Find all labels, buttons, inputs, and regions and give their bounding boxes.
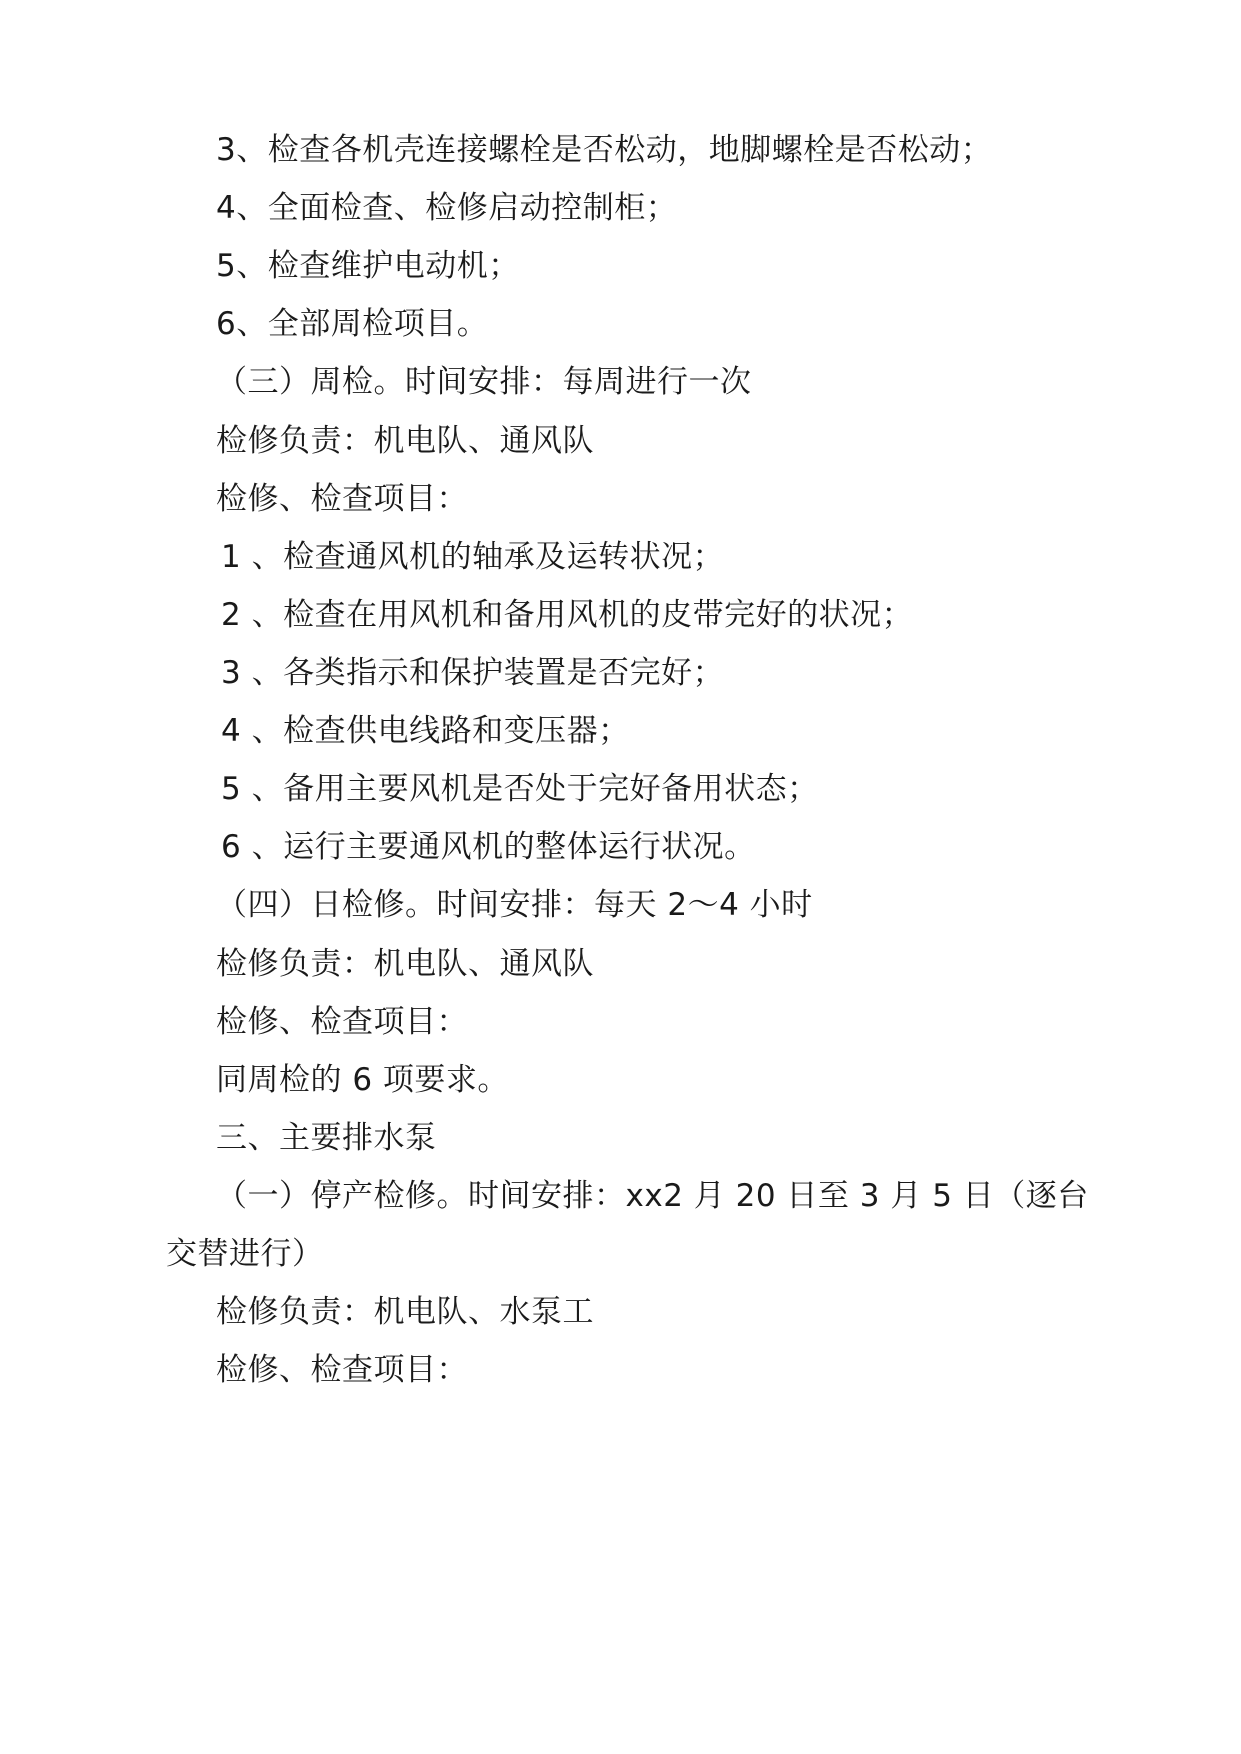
section-heading: 三、主要排水泵 [216,1120,437,1156]
text-line: 同周检的 6 项要求。 [216,1062,509,1098]
text-line: 3、检查各机壳连接螺栓是否松动，地脚螺栓是否松动； [216,132,993,168]
text-line: 5、检查维护电动机； [216,248,520,284]
section-heading: （一）停产检修。时间安排：xx2 月 20 日至 3 月 5 日（逐台 [216,1178,1089,1214]
text-line: 4、全面检查、检修启动控制柜； [216,190,678,226]
text-line: 检修、检查项目： [216,481,468,517]
text-line-continuation: 交替进行） [166,1236,324,1272]
list-item: 3 、各类指示和保护装置是否完好； [221,655,725,691]
list-item: 2 、检查在用风机和备用风机的皮带完好的状况； [221,597,914,633]
text-line: 检修负责：机电队、通风队 [216,423,594,459]
text-line: 检修负责：机电队、水泵工 [216,1294,594,1330]
text-line: 检修负责：机电队、通风队 [216,946,594,982]
text-line: 6、全部周检项目。 [216,306,489,342]
text-line: 检修、检查项目： [216,1352,468,1388]
list-item: 6 、运行主要通风机的整体运行状况。 [221,829,756,865]
text-line: 检修、检查项目： [216,1004,468,1040]
list-item: 5 、备用主要风机是否处于完好备用状态； [221,771,819,807]
section-heading: （四）日检修。时间安排：每天 2～4 小时 [216,887,813,923]
list-item: 4 、检查供电线路和变压器； [221,713,630,749]
section-heading: （三）周检。时间安排：每周进行一次 [216,364,752,400]
list-item: 1 、检查通风机的轴承及运转状况； [221,539,725,575]
